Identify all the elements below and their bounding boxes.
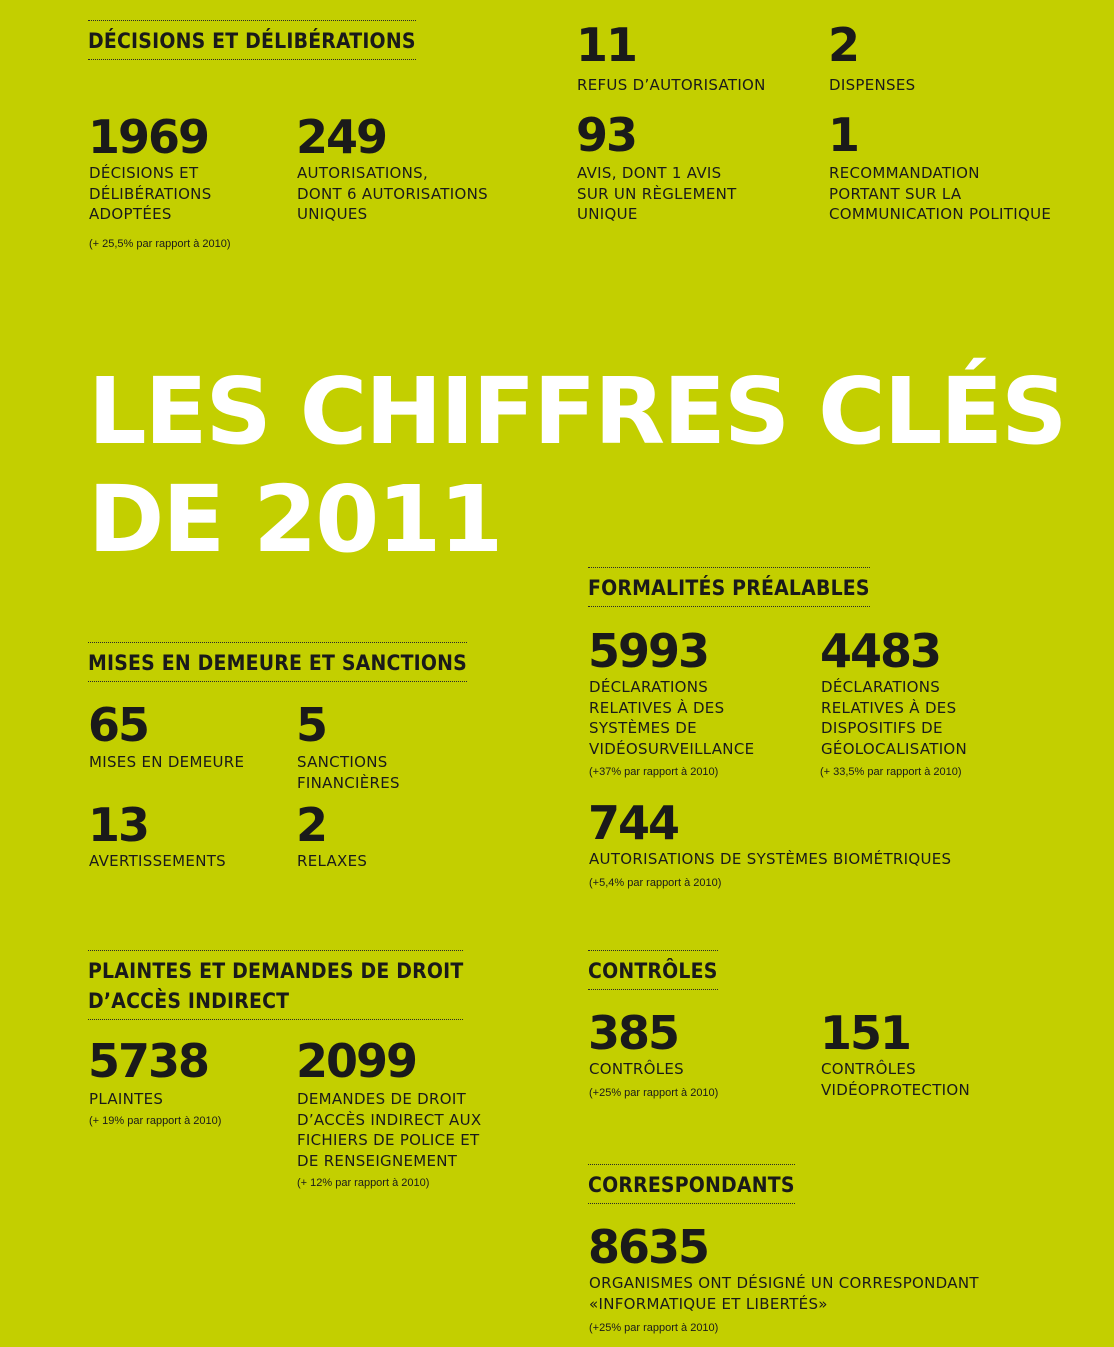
stat-label-avertissements: AVERTISSEMENTS xyxy=(89,852,227,870)
stat-number-decisions: 1969 xyxy=(88,110,209,164)
section-title-plaintes: PLAINTES ET DEMANDES DE DROIT D’ACCÈS INDIRECT xyxy=(88,950,463,1020)
stat-label-dispenses: DISPENSES xyxy=(829,76,916,94)
stat-note-videosurveillance: (+37% par rapport à 2010) xyxy=(589,766,719,778)
section-title-formalites: FORMALITÉS PRÉALABLES xyxy=(588,567,870,607)
stat-number-dispenses: 2 xyxy=(828,18,859,72)
stat-number-avis: 93 xyxy=(576,108,637,162)
stat-number-controles: 385 xyxy=(588,1006,679,1060)
stat-number-refus: 11 xyxy=(576,18,637,72)
stat-label-relaxes: RELAXES xyxy=(297,852,368,870)
stat-label-mises-en-demeure: MISES EN DEMEURE xyxy=(89,753,245,771)
stat-note-plaintes: (+ 19% par rapport à 2010) xyxy=(89,1115,222,1127)
stat-label-geolocalisation: DÉCLARATIONS RELATIVES À DES DISPOSITIFS DE GÉOLOCALISATION xyxy=(821,678,968,758)
stat-number-correspondants: 8635 xyxy=(588,1220,709,1274)
stat-number-mises-en-demeure: 65 xyxy=(88,698,149,752)
stat-note-biometriques: (+5,4% par rapport à 2010) xyxy=(589,877,722,889)
stat-label-controles: CONTRÔLES xyxy=(589,1060,684,1078)
stat-label-biometriques: AUTORISATIONS DE SYSTÈMES BIOMÉTRIQUES xyxy=(589,850,952,868)
stat-number-autorisations: 249 xyxy=(296,110,387,164)
stat-number-videoprotection: 151 xyxy=(820,1006,911,1060)
section-title-mises-en-demeure: MISES EN DEMEURE ET SANCTIONS xyxy=(88,642,467,682)
stat-note-decisions: (+ 25,5% par rapport à 2010) xyxy=(89,238,231,250)
stat-number-droit-acces: 2099 xyxy=(296,1034,417,1088)
section-title-decisions: DÉCISIONS ET DÉLIBÉRATIONS xyxy=(88,20,416,60)
stat-note-controles: (+25% par rapport à 2010) xyxy=(589,1087,719,1099)
section-title-correspondants: CORRESPONDANTS xyxy=(588,1164,795,1204)
stat-number-relaxes: 2 xyxy=(296,798,327,852)
stat-label-autorisations: AUTORISATIONS, DONT 6 AUTORISATIONS UNIQUES xyxy=(297,164,488,223)
stat-label-recommandation: RECOMMANDATION PORTANT SUR LA COMMUNICATION POLITIQUE xyxy=(829,164,1052,223)
stat-number-recommandation: 1 xyxy=(828,108,859,162)
stat-label-plaintes: PLAINTES xyxy=(89,1090,164,1108)
stat-label-decisions: DÉCISIONS ET DÉLIBÉRATIONS ADOPTÉES xyxy=(89,164,212,223)
stat-number-avertissements: 13 xyxy=(88,798,149,852)
stat-note-correspondants: (+25% par rapport à 2010) xyxy=(589,1322,719,1334)
stat-number-videosurveillance: 5993 xyxy=(588,624,709,678)
stat-note-geolocalisation: (+ 33,5% par rapport à 2010) xyxy=(820,766,962,778)
stat-label-correspondants: ORGANISMES ONT DÉSIGNÉ UN CORRESPONDANT «INFORMATIQUE ET LIBERTÉS» xyxy=(589,1274,979,1313)
stat-label-droit-acces: DEMANDES DE DROIT D’ACCÈS INDIRECT AUX FICHIERS DE POLICE ET DE RENSEIGNEMENT xyxy=(297,1090,482,1170)
page-title: LES CHIFFRES CLÉS DE 2011 xyxy=(88,358,1066,573)
stat-number-biometriques: 744 xyxy=(588,796,679,850)
stat-label-refus: REFUS D’AUTORISATION xyxy=(577,76,766,94)
stat-label-videosurveillance: DÉCLARATIONS RELATIVES À DES SYSTÈMES DE VIDÉOSURVEILLANCE xyxy=(589,678,755,758)
stat-number-sanctions: 5 xyxy=(296,698,327,752)
stat-label-avis: AVIS, DONT 1 AVIS SUR UN RÈGLEMENT UNIQUE xyxy=(577,164,737,223)
stat-label-sanctions: SANCTIONS FINANCIÈRES xyxy=(297,753,400,792)
section-title-controles: CONTRÔLES xyxy=(588,950,718,990)
stat-label-videoprotection: CONTRÔLES VIDÉOPROTECTION xyxy=(821,1060,971,1099)
stat-note-droit-acces: (+ 12% par rapport à 2010) xyxy=(297,1177,430,1189)
stat-number-plaintes: 5738 xyxy=(88,1034,209,1088)
stat-number-geolocalisation: 4483 xyxy=(820,624,941,678)
